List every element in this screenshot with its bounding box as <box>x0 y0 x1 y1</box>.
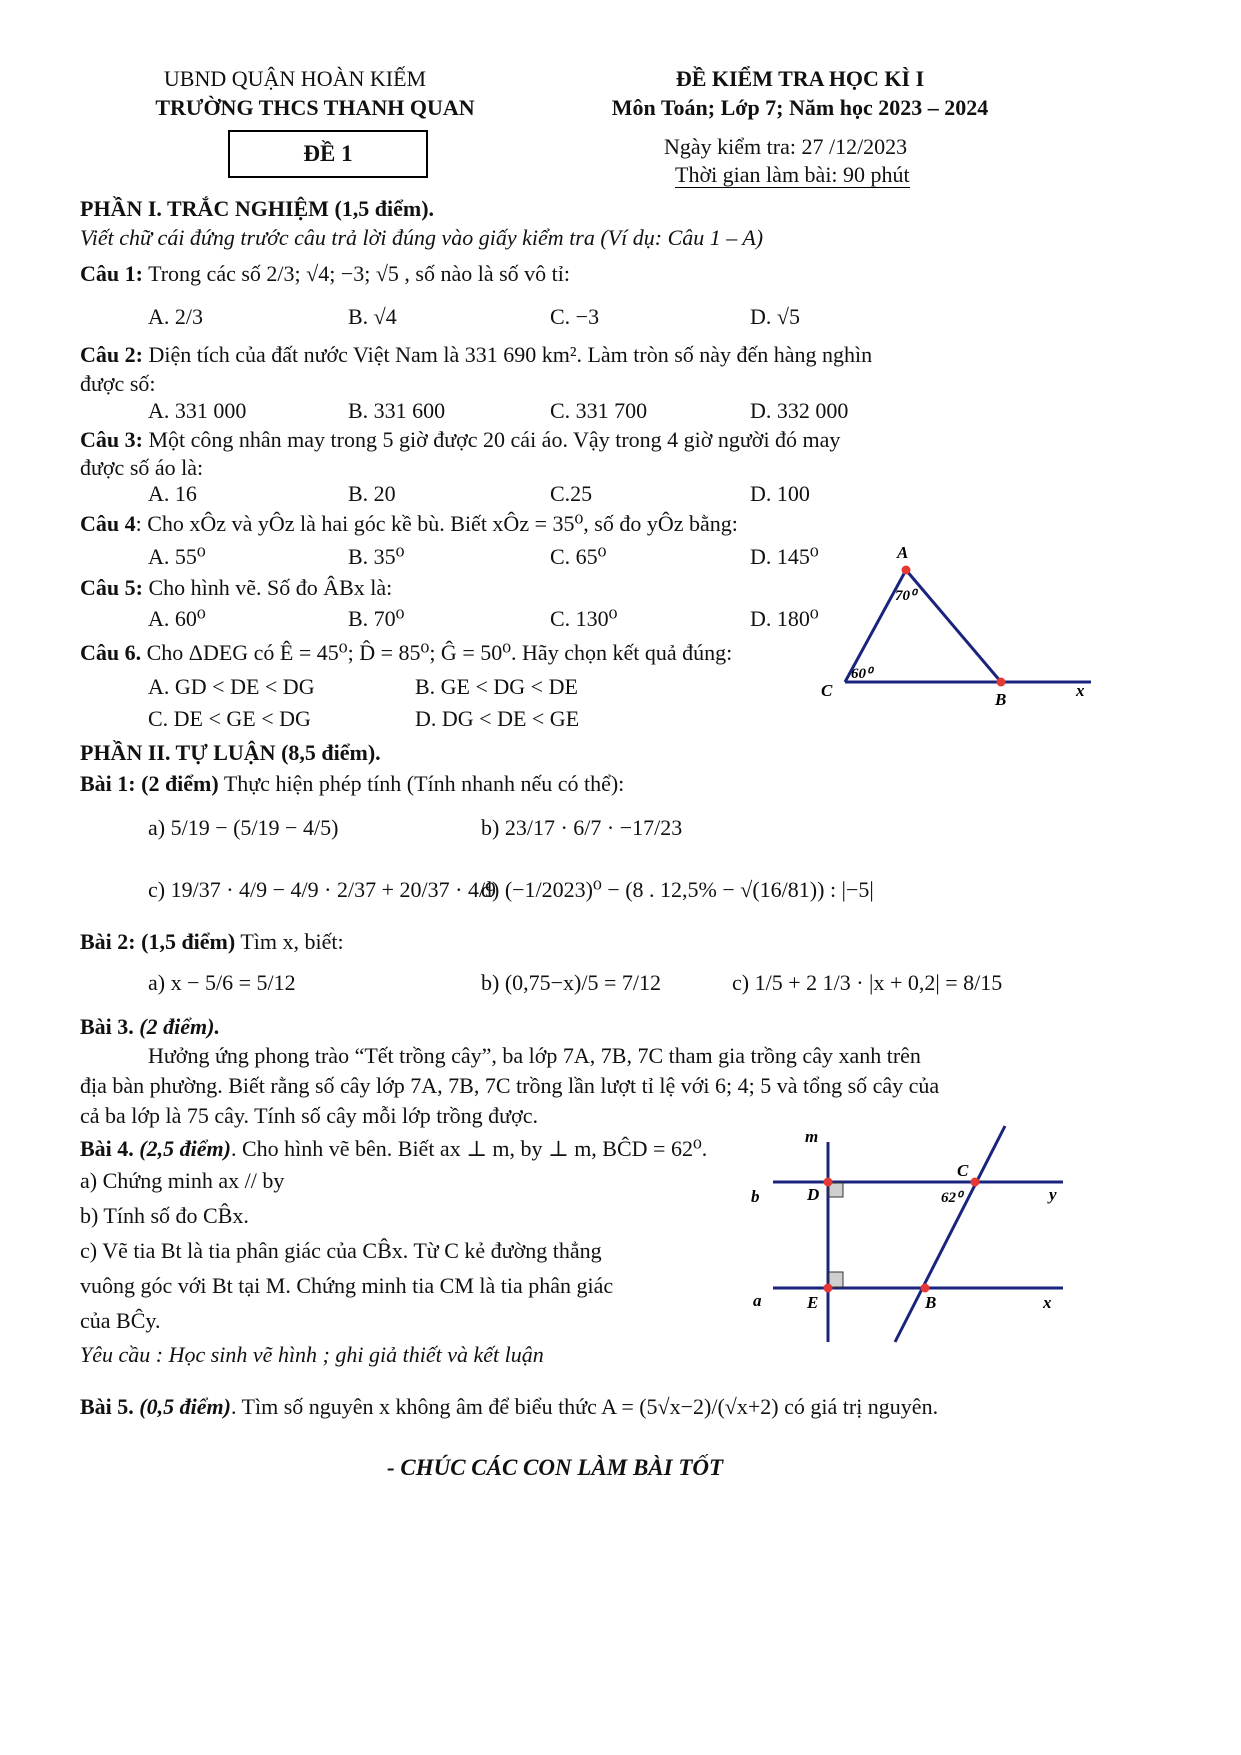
exam-title: ĐỀ KIỂM TRA HỌC KÌ I <box>675 66 925 91</box>
q3-option-b: B. 20 <box>348 481 396 506</box>
bai4-b: b) Tính số đo CB̂x. <box>80 1203 249 1228</box>
q4-label: Câu 4 <box>80 511 136 536</box>
q4-option-d: D. 145⁰ <box>750 544 819 569</box>
q4-text: : Cho xÔz và yÔz là hai góc kề bù. Biết xÔz = 35⁰, số đo yÔz bằng: <box>135 511 738 536</box>
label-m: m <box>805 1127 819 1146</box>
bai4-text: . Cho hình vẽ bên. Biết ax ⊥ m, by ⊥ m, BĈD = 62⁰. <box>230 1136 708 1161</box>
q1-option-a: A. 2/3 <box>148 304 203 329</box>
bai3-line3: cả ba lớp là 75 cây. Tính số cây mỗi lớp trồng được. <box>80 1103 538 1128</box>
closing-message: - CHÚC CÁC CON LÀM BÀI TỐT <box>386 1455 724 1480</box>
q6-option-d: D. DG < DE < GE <box>415 706 580 731</box>
label-c: C <box>821 681 833 700</box>
bai1-d: d) (−1/2023)⁰ − (8 . 12,5% − √(16/81)) : |−5| <box>481 877 874 902</box>
q3-stem <box>80 427 840 452</box>
label-x: x <box>1043 1293 1052 1312</box>
q5-option-c: C. 130⁰ <box>550 606 618 631</box>
q3-text: Một công nhân may trong 5 giờ được 20 cái áo. Vậy trong 4 giờ người đó may <box>148 427 841 452</box>
q6-text: Cho ΔDEG có Ê = 45⁰; D̂ = 85⁰; Ĝ = 50⁰. Hãy chọn kết quả đúng: <box>146 640 733 665</box>
q4-stem <box>80 511 738 536</box>
q3-option-c: C.25 <box>550 481 593 506</box>
angle-a-label: 70⁰ <box>895 588 917 604</box>
bai4-requirement: Yêu cầu : Học sinh vẽ hình ; ghi giả thiết và kết luận <box>80 1342 544 1367</box>
point-b <box>997 678 1006 687</box>
point-a <box>902 566 911 575</box>
bai4-c3: của BĈy. <box>80 1308 161 1333</box>
part2-title: PHẦN II. TỰ LUẬN (8,5 điểm). <box>80 740 381 765</box>
point-e <box>824 1284 833 1293</box>
q6-option-b: B. GE < DG < DE <box>415 674 578 699</box>
q1-label: Câu 1: <box>80 261 143 286</box>
bai2-b: b) (0,75−x)/5 = 7/12 <box>481 970 662 995</box>
bai2-a: a) x − 5/6 = 5/12 <box>148 970 296 995</box>
q2-label: Câu 2: <box>80 342 143 367</box>
q4-option-a: A. 55⁰ <box>148 544 206 569</box>
q6-stem <box>80 640 732 665</box>
q3-option-a: A. 16 <box>148 481 197 506</box>
label-e: E <box>807 1293 819 1312</box>
q2-text: Diện tích của đất nước Việt Nam là 331 690 km². Làm tròn số này đến hàng nghìn <box>148 342 873 367</box>
bai4-stem <box>80 1136 707 1161</box>
school-name: TRƯỜNG THCS THANH QUAN <box>155 95 475 120</box>
label-a: A <box>897 543 909 562</box>
label-a-line: a <box>753 1291 762 1310</box>
q6-option-c: C. DE < GE < DG <box>148 706 311 731</box>
subject-line: Môn Toán; Lớp 7; Năm học 2023 – 2024 <box>611 95 989 120</box>
q2-text-cont: được số: <box>80 371 156 396</box>
label-b-line: b <box>751 1187 760 1206</box>
bai1-a: a) 5/19 − (5/19 − 4/5) <box>148 815 339 840</box>
exam-duration: Thời gian làm bài: 90 phút <box>675 162 910 187</box>
q1-option-b: B. √4 <box>348 304 397 329</box>
label-b: B <box>995 690 1007 709</box>
q4-option-b: B. 35⁰ <box>348 544 405 569</box>
label-c: C <box>957 1161 969 1180</box>
bai1-label: Bài 1: (2 điểm) <box>80 771 219 796</box>
q1-option-d: D. √5 <box>750 304 800 329</box>
q4-option-c: C. 65⁰ <box>550 544 607 569</box>
bai2-stem <box>80 929 344 954</box>
bai3-label: Bài 3. <box>80 1014 134 1039</box>
q2-option-d: D. 332 000 <box>750 398 849 423</box>
bai4-a: a) Chứng minh ax // by <box>80 1168 285 1193</box>
label-d: D <box>807 1185 820 1204</box>
angle-c-label: 62⁰ <box>941 1190 963 1206</box>
part1-instruction: Viết chữ cái đứng trước câu trả lời đúng vào giấy kiểm tra (Ví dụ: Câu 1 – A) <box>80 225 764 250</box>
bai1-stem <box>80 771 624 796</box>
q5-text: Cho hình vẽ. Số đo ÂBx là: <box>148 575 393 600</box>
q5-option-b: B. 70⁰ <box>348 606 405 631</box>
bai4-c1: c) Vẽ tia Bt là tia phân giác của CB̂x. Từ C kẻ đường thẳng <box>80 1238 602 1263</box>
district-name: UBND QUẬN HOÀN KIẾM <box>163 66 427 91</box>
bai5-text: . Tìm số nguyên x không âm để biểu thức A = (5√x−2)/(√x+2) có giá trị nguyên. <box>230 1394 939 1419</box>
bai5-points: (0,5 điểm) <box>139 1394 231 1419</box>
q3-option-d: D. 100 <box>750 481 810 506</box>
q1-stem <box>80 261 570 286</box>
label-b-point: B <box>925 1293 937 1312</box>
line-cb <box>895 1126 1005 1342</box>
part1-title: PHẦN I. TRẮC NGHIỆM (1,5 điểm). <box>80 196 435 221</box>
q1-text: Trong các số 2/3; √4; −3; √5 , số nào là số vô tỉ: <box>148 261 571 286</box>
q2-option-c: C. 331 700 <box>550 398 648 423</box>
q6-label: Câu 6. <box>80 640 142 665</box>
bai3-line1: Hưởng ứng phong trào “Tết trồng cây”, ba lớp 7A, 7B, 7C tham gia trồng cây xanh trên <box>148 1043 921 1068</box>
bai1-c: c) 19/37 · 4/9 − 4/9 · 2/37 + 20/37 · 4/9 <box>148 877 497 902</box>
point-c <box>971 1178 980 1187</box>
bai1-b: b) 23/17 · 6/7 · −17/23 <box>481 815 683 840</box>
q5-stem <box>80 575 392 600</box>
q2-stem <box>80 342 872 367</box>
bai2-c: c) 1/5 + 2 1/3 · |x + 0,2| = 8/15 <box>732 970 1003 995</box>
bai1-text: Thực hiện phép tính (Tính nhanh nếu có thể): <box>223 771 625 796</box>
segment-ab <box>906 570 1001 682</box>
label-y: y <box>1049 1185 1057 1204</box>
q5-option-a: A. 60⁰ <box>148 606 206 631</box>
exam-date: Ngày kiểm tra: 27 /12/2023 <box>664 134 908 159</box>
label-x: x <box>1076 681 1085 700</box>
bai4-points: (2,5 điểm) <box>139 1136 231 1161</box>
bai5-label: Bài 5. <box>80 1394 134 1419</box>
bai4-label: Bài 4. <box>80 1136 134 1161</box>
point-d <box>824 1178 833 1187</box>
bai3-line2: địa bàn phường. Biết rằng số cây lớp 7A, 7B, 7C trồng lần lượt tỉ lệ với 6; 4; 5 và tổng số cây của <box>80 1073 940 1098</box>
q1-option-c: C. −3 <box>550 304 600 329</box>
exam-code: ĐỀ 1 <box>303 141 353 166</box>
q5-option-d: D. 180⁰ <box>750 606 819 631</box>
q2-option-a: A. 331 000 <box>148 398 247 423</box>
bai3-stem <box>80 1014 220 1039</box>
bai3-points: (2 điểm). <box>139 1014 220 1039</box>
q6-option-a: A. GD < DE < DG <box>148 674 315 699</box>
bai2-text: Tìm x, biết: <box>240 929 344 954</box>
q3-label: Câu 3: <box>80 427 143 452</box>
point-b <box>921 1284 930 1293</box>
bai5-stem <box>80 1394 938 1419</box>
angle-c-label: 60⁰ <box>851 666 873 682</box>
parallel-lines-figure <box>745 1120 1075 1350</box>
bai2-label: Bài 2: (1,5 điểm) <box>80 929 236 954</box>
triangle-figure <box>815 540 1105 715</box>
q2-option-b: B. 331 600 <box>348 398 446 423</box>
bai4-c2: vuông góc với Bt tại M. Chứng minh tia CM là tia phân giác <box>80 1273 614 1298</box>
q5-label: Câu 5: <box>80 575 143 600</box>
q3-text-cont: được số áo là: <box>80 455 204 480</box>
